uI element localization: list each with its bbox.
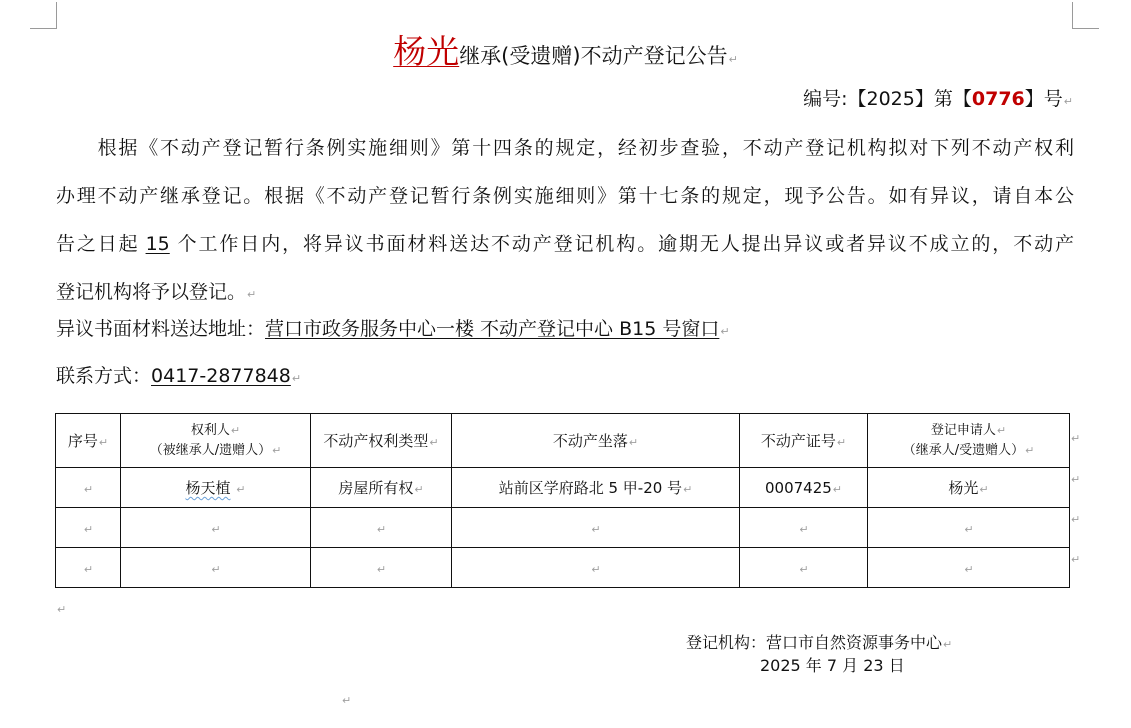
body-line-2: 办理不动产继承登记。根据《不动产登记暂行条例实施细则》第十七条的规定，现予公告。如有异议，请自本公: [56, 185, 1074, 207]
table-row: [56, 508, 1070, 548]
table-row: [56, 468, 1070, 508]
header-right-type: 不动产权利类型↵: [311, 414, 452, 468]
body-line-3: 告之日起 15 个工作日内，将异议书面材料送达不动产登记机构。逾期无人提出异议或者异议不成立的，不动产: [56, 233, 1074, 255]
cell-cert-no: ↵: [740, 548, 868, 588]
cell-location: ↵: [452, 548, 740, 588]
cell-seq: ↵: [56, 508, 121, 548]
cell-right-type: ↵: [311, 508, 452, 548]
cell-holder: ↵: [121, 548, 311, 588]
paragraph-mark-icon: ↵: [728, 53, 738, 66]
body-line-1: 根据《不动产登记暂行条例实施细则》第十四条的规定，经初步查验，不动产登记机构拟对下列不动产权利: [97, 137, 1074, 159]
paragraph-mark-icon: ↵: [247, 288, 257, 301]
cell-right-type: ↵: [311, 548, 452, 588]
title-text: 继承(受遗赠)不动产登记公告: [459, 44, 728, 68]
row-end-mark-icon: ↵: [1071, 513, 1081, 526]
table-header-row: [56, 414, 1070, 468]
paragraph-mark-icon: ↵: [291, 372, 302, 385]
contact-label: 联系方式：: [56, 365, 152, 387]
doc-no-mid: 】第【: [914, 88, 972, 110]
row-end-mark-icon: ↵: [1071, 473, 1081, 486]
cell-cert-no: 0007425↵: [740, 468, 868, 508]
header-cert-no: 不动产证号↵: [740, 414, 868, 468]
paragraph-mark-icon: ↵: [943, 638, 953, 651]
cell-applicant: ↵: [868, 508, 1070, 548]
registration-authority: 登记机构：营口市自然资源事务中心↵: [686, 633, 953, 652]
objection-days: 15: [145, 233, 170, 255]
header-holder: 权利人↵ （被继承人/遗赠人）↵: [121, 414, 311, 468]
paragraph-mark-icon: ↵: [1063, 95, 1073, 108]
paragraph-mark-icon: ↵: [720, 325, 730, 338]
contact-phone: 0417-2877848: [151, 365, 291, 387]
paragraph-mark-icon: ↵: [57, 603, 67, 616]
title-person-name: 杨光: [393, 32, 460, 71]
cell-cert-no: ↵: [740, 508, 868, 548]
cell-right-type: 房屋所有权↵: [311, 468, 452, 508]
registration-table: [55, 413, 1070, 588]
row-end-mark-icon: ↵: [1071, 553, 1081, 566]
cell-location: 站前区学府路北 5 甲-20 号↵: [452, 468, 740, 508]
doc-no-suffix: 】号: [1024, 88, 1063, 110]
objection-address: [56, 314, 730, 347]
doc-no-prefix: 编号:【: [803, 88, 867, 110]
paragraph-mark-icon: ↵: [342, 694, 352, 707]
header-location: 不动产坐落↵: [452, 414, 740, 468]
page-corner-mark-top-left: [30, 2, 57, 29]
notice-title: [0, 30, 1131, 82]
header-seq: 序号↵: [56, 414, 121, 468]
notice-date: 2025 年 7 月 23 日: [760, 656, 905, 675]
header-applicant: 登记申请人↵ （继承人/受遗赠人）↵: [868, 414, 1070, 468]
address-label: 异议书面材料送达地址：: [56, 318, 266, 340]
page-corner-mark-top-right: [1072, 2, 1099, 29]
cell-seq: ↵: [56, 468, 121, 508]
doc-no-number: 0776: [971, 88, 1025, 110]
notice-body-paragraph: [56, 124, 1074, 319]
contact-info: [56, 361, 301, 394]
table-row: [56, 548, 1070, 588]
cell-location: ↵: [452, 508, 740, 548]
doc-no-year: 2025: [866, 88, 915, 110]
cell-seq: ↵: [56, 548, 121, 588]
address-value: 营口市政务服务中心一楼 不动产登记中心 B15 号窗口: [265, 318, 720, 340]
cell-applicant: ↵: [868, 548, 1070, 588]
cell-holder: 杨天植 ↵: [121, 468, 311, 508]
body-line-4: 登记机构将予以登记。↵: [56, 281, 257, 303]
document-number: [803, 84, 1073, 117]
cell-applicant: 杨光↵: [868, 468, 1070, 508]
row-end-mark-icon: ↵: [1071, 432, 1081, 445]
cell-holder: ↵: [121, 508, 311, 548]
